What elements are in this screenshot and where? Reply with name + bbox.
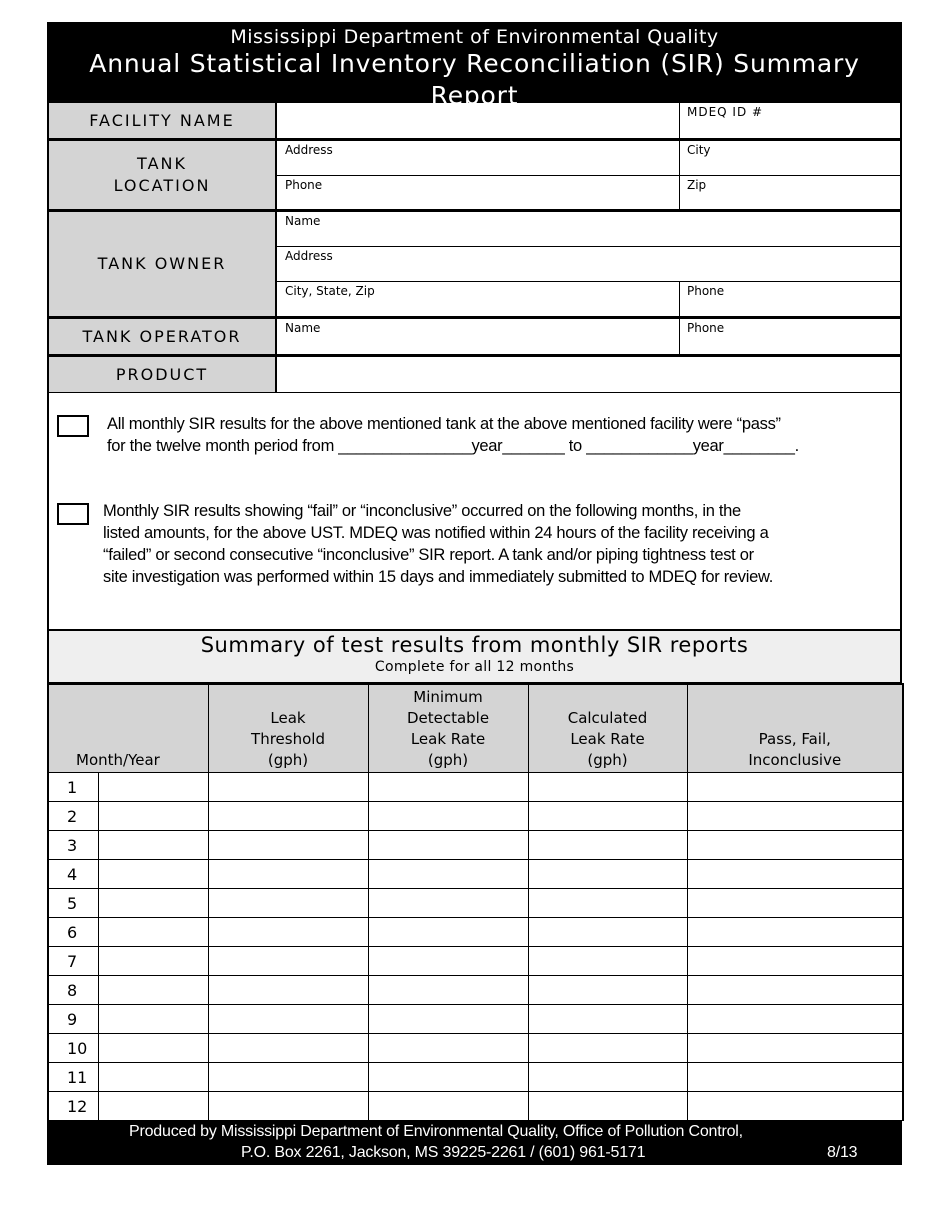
form-title: Annual Statistical Inventory Reconciliation (SIR) Summary Report: [89, 49, 860, 110]
month-year-cell[interactable]: [98, 1063, 208, 1092]
col-leak-threshold: [208, 684, 368, 773]
table-row: [48, 1092, 903, 1121]
min-detectable-cell[interactable]: [368, 860, 528, 889]
operator-phone-field[interactable]: [679, 319, 902, 354]
results-header-row: [48, 684, 903, 773]
product-label: PRODUCT: [49, 357, 277, 393]
table-row: [48, 1034, 903, 1063]
operator-name-label: Name: [285, 321, 321, 335]
result-cell[interactable]: [687, 1034, 903, 1063]
month-year-cell[interactable]: [98, 1092, 208, 1121]
fail-inconclusive-statement: [103, 500, 773, 588]
leak-threshold-cell[interactable]: [208, 802, 368, 831]
row-number: 6: [48, 918, 98, 947]
leak-threshold-cell[interactable]: [208, 918, 368, 947]
min-detectable-cell[interactable]: [368, 773, 528, 802]
calculated-rate-cell[interactable]: [528, 802, 687, 831]
result-cell[interactable]: [687, 1063, 903, 1092]
operator-phone-label: Phone: [687, 321, 725, 335]
leak-threshold-cell[interactable]: [208, 947, 368, 976]
column-header-line: (gph): [587, 751, 628, 769]
owner-name-field[interactable]: [277, 212, 902, 246]
phone-label: Phone: [285, 178, 323, 192]
table-row: [48, 802, 903, 831]
leak-threshold-cell[interactable]: [208, 773, 368, 802]
calculated-rate-cell[interactable]: [528, 831, 687, 860]
min-detectable-cell[interactable]: [368, 947, 528, 976]
owner-address-field[interactable]: [277, 247, 902, 281]
calculated-rate-cell[interactable]: [528, 918, 687, 947]
month-year-cell[interactable]: [98, 889, 208, 918]
min-detectable-cell[interactable]: [368, 976, 528, 1005]
mdeq-id-label: MDEQ ID #: [687, 105, 764, 119]
form-footer: [47, 1121, 902, 1165]
facility-info-grid: [47, 103, 902, 393]
owner-phone-field[interactable]: [679, 282, 902, 316]
min-detectable-cell[interactable]: [368, 889, 528, 918]
all-pass-line-2: for the twelve month period from _______________year_______ to ____________year________.: [107, 437, 799, 455]
column-header-line: Threshold: [251, 730, 325, 748]
row-number: 8: [48, 976, 98, 1005]
owner-address-label: Address: [285, 249, 333, 263]
leak-threshold-cell[interactable]: [208, 1092, 368, 1121]
all-pass-statement: [107, 413, 799, 457]
facility-name-label: FACILITY NAME: [49, 103, 277, 138]
table-row: [48, 918, 903, 947]
min-detectable-cell[interactable]: [368, 1063, 528, 1092]
department-name: Mississippi Department of Environmental Quality: [230, 26, 719, 48]
summary-header: [47, 629, 902, 683]
fail-line-1: Monthly SIR results showing “fail” or “inconclusive” occurred on the following months, in the: [103, 502, 741, 520]
owner-city-state-zip-field[interactable]: [277, 282, 679, 316]
month-year-cell[interactable]: [98, 802, 208, 831]
tank-location-label: [49, 141, 277, 209]
row-number: 1: [48, 773, 98, 802]
location-phone-field[interactable]: [277, 176, 679, 209]
row-number: 7: [48, 947, 98, 976]
month-year-cell[interactable]: [98, 976, 208, 1005]
product-field[interactable]: [277, 357, 902, 393]
leak-threshold-cell[interactable]: [208, 976, 368, 1005]
form-header: [47, 22, 902, 110]
leak-threshold-cell[interactable]: [208, 860, 368, 889]
table-row: [48, 976, 903, 1005]
month-year-cell[interactable]: [98, 831, 208, 860]
month-year-cell[interactable]: [98, 1005, 208, 1034]
col-calculated-leak-rate: [528, 684, 687, 773]
result-cell[interactable]: [687, 860, 903, 889]
summary-title: Summary of test results from monthly SIR reports: [200, 633, 749, 657]
table-row: [48, 947, 903, 976]
month-year-cell[interactable]: [98, 860, 208, 889]
month-year-cell[interactable]: [98, 773, 208, 802]
monthly-results-table: [47, 683, 904, 1121]
min-detectable-cell[interactable]: [368, 1005, 528, 1034]
calculated-rate-cell[interactable]: [528, 1063, 687, 1092]
min-detectable-cell[interactable]: [368, 918, 528, 947]
column-header-line: Calculated: [567, 709, 648, 727]
calculated-rate-cell[interactable]: [528, 1005, 687, 1034]
sir-form: [47, 22, 902, 1165]
col-month-year: [48, 684, 208, 773]
tank-operator-label: TANK OPERATOR: [49, 319, 277, 354]
footer-line-1: Produced by Mississippi Department of Environmental Quality, Office of Pollution Control,: [129, 1123, 743, 1140]
table-row: [48, 831, 903, 860]
fail-line-2: listed amounts, for the above UST. MDEQ was notified within 24 hours of the facility receiving a: [103, 524, 769, 542]
result-cell[interactable]: [687, 802, 903, 831]
min-detectable-cell[interactable]: [368, 831, 528, 860]
calculated-rate-cell[interactable]: [528, 773, 687, 802]
fail-line-4: site investigation was performed within 15 days and immediately submitted to MDEQ for review.: [103, 568, 773, 586]
calculated-rate-cell[interactable]: [528, 1034, 687, 1063]
leak-threshold-cell[interactable]: [208, 1063, 368, 1092]
row-number: 2: [48, 802, 98, 831]
column-header-line: (gph): [267, 751, 309, 769]
location-city-field[interactable]: [679, 141, 902, 175]
result-cell[interactable]: [687, 773, 903, 802]
leak-threshold-cell[interactable]: [208, 889, 368, 918]
leak-threshold-cell[interactable]: [208, 1005, 368, 1034]
row-number: 4: [48, 860, 98, 889]
min-detectable-cell[interactable]: [368, 1092, 528, 1121]
zip-label: Zip: [687, 178, 707, 192]
city-label: City: [687, 143, 711, 157]
calculated-rate-cell[interactable]: [528, 889, 687, 918]
owner-name-label: Name: [285, 214, 321, 228]
row-number: 11: [48, 1063, 98, 1092]
month-year-cell[interactable]: [98, 1034, 208, 1063]
col-pass-fail: [687, 684, 903, 773]
leak-threshold-cell[interactable]: [208, 831, 368, 860]
result-cell[interactable]: [687, 976, 903, 1005]
row-number: 3: [48, 831, 98, 860]
result-cell[interactable]: [687, 1005, 903, 1034]
column-header-line: Month/Year: [76, 751, 160, 769]
result-cell[interactable]: [687, 1092, 903, 1121]
fail-line-3: “failed” or second consecutive “inconclusive” SIR report. A tank and/or piping tightness test or: [103, 546, 754, 564]
row-number: 10: [48, 1034, 98, 1063]
col-min-detectable-leak-rate: [368, 684, 528, 773]
table-row: [48, 1063, 903, 1092]
column-header-line: Leak Rate: [570, 730, 645, 748]
operator-name-field[interactable]: [277, 319, 679, 354]
tank-location-label-line2: LOCATION: [113, 176, 211, 195]
address-label: Address: [285, 143, 333, 157]
footer-line-2: P.O. Box 2261, Jackson, MS 39225-2261 / (601) 961-5171: [241, 1144, 646, 1161]
column-header-line: (gph): [427, 751, 469, 769]
min-detectable-cell[interactable]: [368, 1034, 528, 1063]
result-cell[interactable]: [687, 918, 903, 947]
table-row: [48, 860, 903, 889]
result-cell[interactable]: [687, 831, 903, 860]
min-detectable-cell[interactable]: [368, 802, 528, 831]
column-header-line: Inconclusive: [748, 751, 842, 769]
summary-subtitle: Complete for all 12 months: [374, 659, 575, 675]
calculated-rate-cell[interactable]: [528, 1092, 687, 1121]
revision-date: 8/13: [827, 1144, 858, 1161]
row-number: 5: [48, 889, 98, 918]
row-number: 9: [48, 1005, 98, 1034]
mdeq-id-field[interactable]: [679, 103, 902, 138]
tank-owner-label: TANK OWNER: [49, 212, 277, 316]
table-row: [48, 1005, 903, 1034]
facility-name-field[interactable]: [277, 103, 679, 138]
result-cell[interactable]: [687, 889, 903, 918]
column-header-line: Leak Rate: [410, 730, 486, 748]
calculated-rate-cell[interactable]: [528, 976, 687, 1005]
column-header-line: Leak: [270, 709, 306, 727]
leak-threshold-cell[interactable]: [208, 1034, 368, 1063]
all-pass-line-1: All monthly SIR results for the above mentioned tank at the above mentioned facility were “pass”: [107, 415, 781, 433]
location-zip-field[interactable]: [679, 176, 902, 209]
fail-inconclusive-checkbox[interactable]: [57, 503, 89, 525]
row-number: 12: [48, 1092, 98, 1121]
owner-phone-label: Phone: [687, 284, 725, 298]
calculated-rate-cell[interactable]: [528, 947, 687, 976]
result-cell[interactable]: [687, 947, 903, 976]
all-pass-checkbox[interactable]: [57, 415, 89, 437]
table-row: [48, 889, 903, 918]
month-year-cell[interactable]: [98, 918, 208, 947]
certification-statements: [47, 393, 902, 629]
tank-location-label-line1: TANK: [137, 154, 187, 173]
column-header-line: Pass, Fail,: [758, 730, 831, 748]
column-header-line: Minimum: [413, 688, 483, 706]
location-address-field[interactable]: [277, 141, 679, 175]
calculated-rate-cell[interactable]: [528, 860, 687, 889]
city-state-zip-label: City, State, Zip: [285, 284, 375, 298]
table-row: [48, 773, 903, 802]
column-header-line: Detectable: [406, 709, 490, 727]
month-year-cell[interactable]: [98, 947, 208, 976]
